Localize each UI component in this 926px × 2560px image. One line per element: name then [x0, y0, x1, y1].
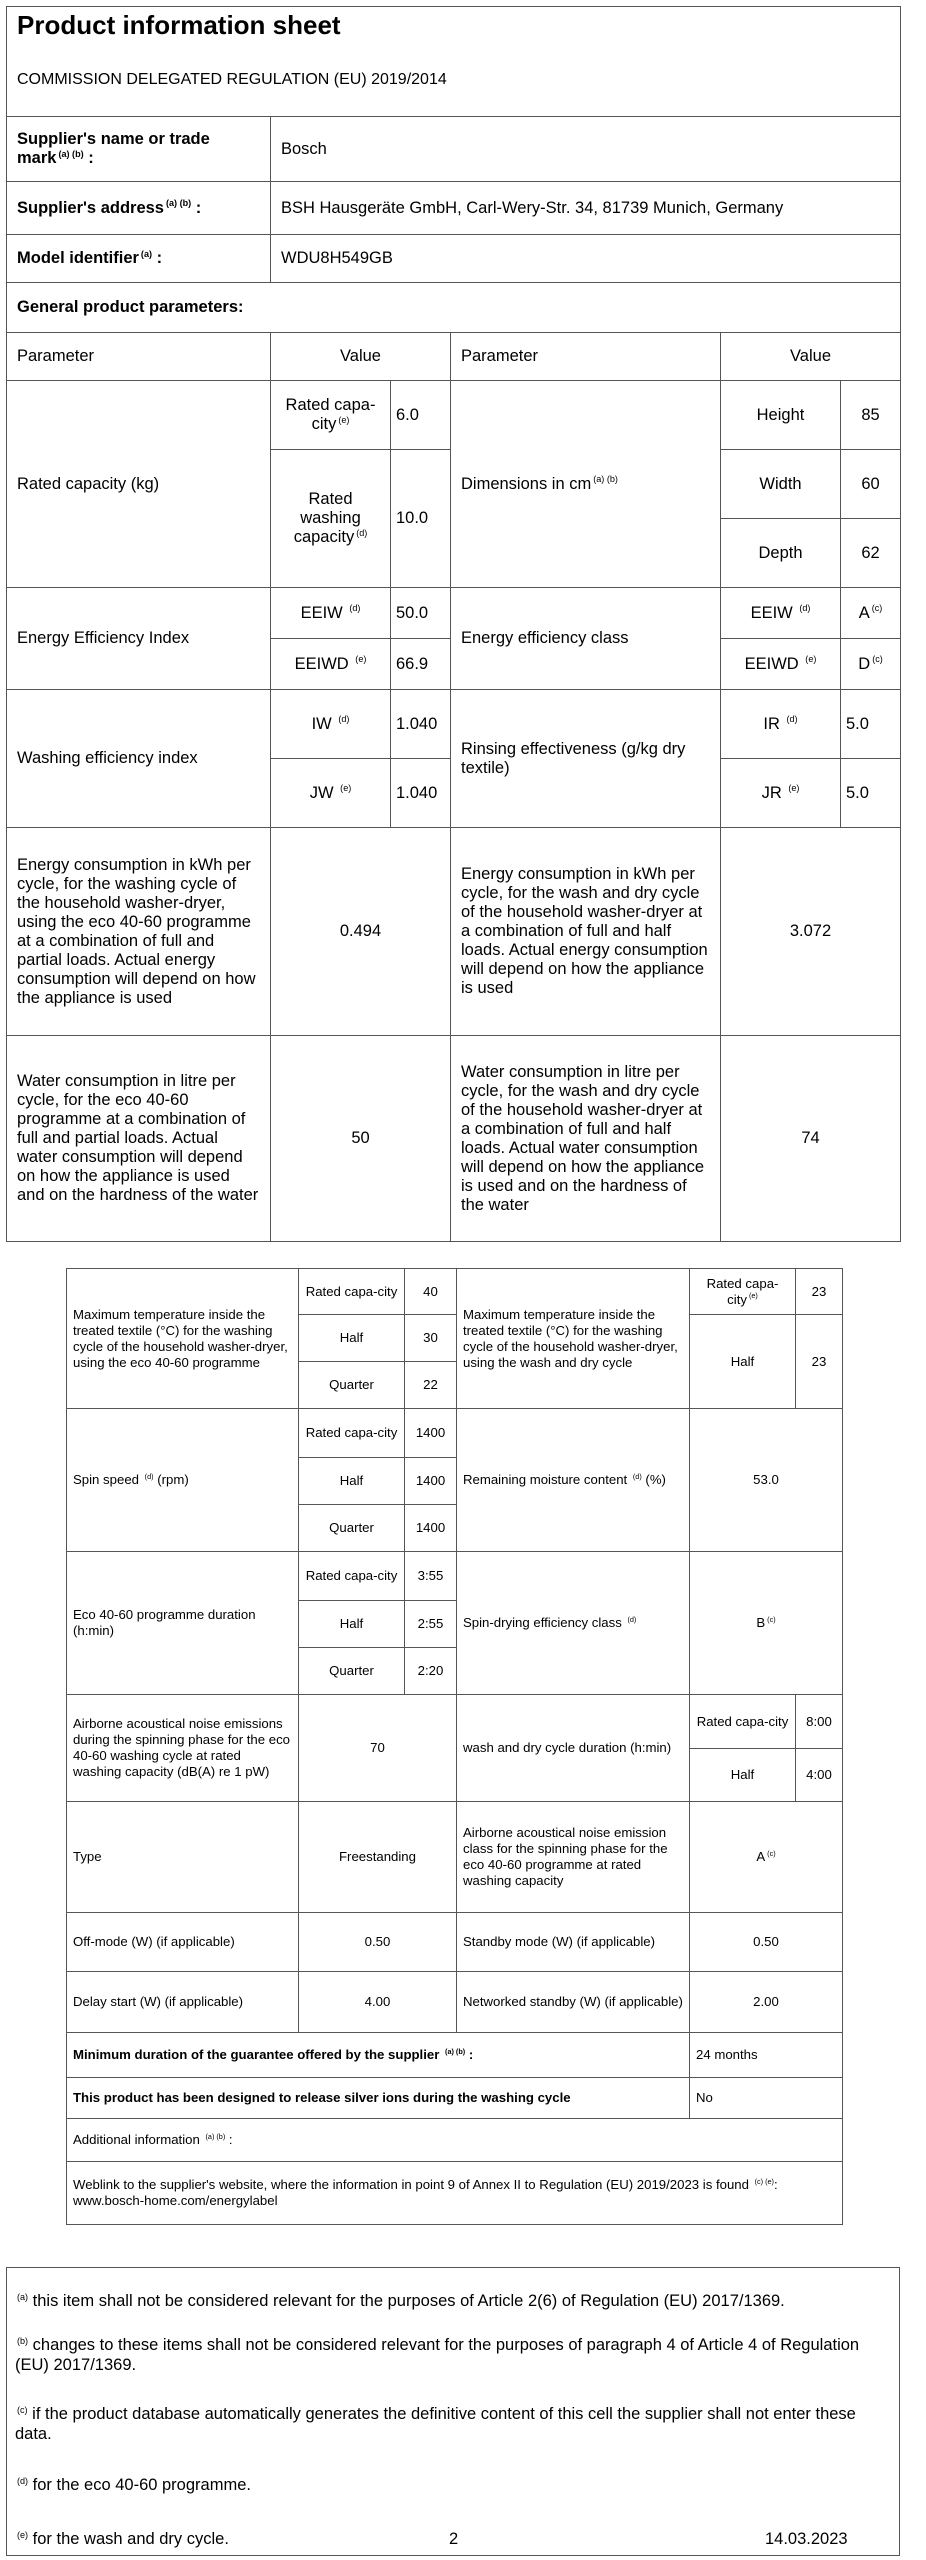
delay-start-label: Delay start (W) (if applicable)	[67, 1972, 299, 2033]
sheet-title: Product information sheet	[7, 7, 901, 44]
max-temperature-wash-label: Maximum temperature inside the treated textile (°C) for the washing cycle of the household washer-dryer, using the eco 40-60 programme	[67, 1269, 299, 1409]
energy-consumption-wash-label: Energy consumption in kWh per cycle, for the washing cycle of the household washer-dryer, using the eco 40-60 programme at a combination of full and partial loads. Actual energy consumption will depend on how the appliance is used	[7, 828, 271, 1036]
duration-rated-value: 3:55	[405, 1552, 457, 1601]
model-identifier-label: Model identifier $^{(a)}$ :	[7, 235, 271, 283]
rinsing-effectiveness-label: Rinsing effectiveness (g/kg dry textile)	[451, 690, 721, 828]
eeiw-value: 50.0	[391, 588, 451, 639]
col-header-value: Value	[271, 333, 451, 381]
temp-quarter-label: Quarter	[299, 1362, 405, 1409]
washdry-half-label: Half	[690, 1749, 796, 1802]
supplier-name-value: Bosch	[271, 117, 901, 182]
supplier-name-label: Supplier's name or trade mark $^{(a) (b)}$ :	[7, 117, 271, 182]
temp-wd-rated-label: Rated capa-city $^{(e)}$	[690, 1269, 796, 1315]
temp-quarter-value: 22	[405, 1362, 457, 1409]
width-label: Width	[721, 450, 841, 519]
remaining-moisture-label: Remaining moisture content $^{(d)}$ (%)	[457, 1409, 690, 1552]
duration-quarter-label: Quarter	[299, 1648, 405, 1695]
general-parameters-heading: General product parameters:	[7, 283, 901, 333]
temp-rated-label: Rated capa-city	[299, 1269, 405, 1315]
type-label: Type	[67, 1802, 299, 1913]
regulation-reference: COMMISSION DELEGATED REGULATION (EU) 2019/2014	[7, 44, 901, 117]
standby-mode-value: 0.50	[690, 1913, 843, 1972]
eeiwd-class-value: D $^{(c)}$	[841, 639, 901, 690]
detailed-parameters-table	[66, 1268, 843, 2225]
temp-wd-rated-value: 23	[796, 1269, 843, 1315]
spin-speed-label: Spin speed $^{(d)}$ (rpm)	[67, 1409, 299, 1552]
rated-capacity-value: 6.0	[391, 381, 451, 450]
eeiwd-class-label: EEIWD $^{(e)}$	[721, 639, 841, 690]
remaining-moisture-value: 53.0	[690, 1409, 843, 1552]
dimensions-label: Dimensions in cm $^{(a) (b)}$	[451, 381, 721, 588]
noise-emission-value: 70	[299, 1695, 457, 1802]
energy-efficiency-index-label: Energy Efficiency Index	[7, 588, 271, 690]
water-consumption-wash-label: Water consumption in litre per cycle, for the eco 40-60 programme at a combination of full and partial loads. Actual water consumption will depend on how the appliance is used and on the hardness of the water	[7, 1036, 271, 1242]
footnote-b: $^{(b)}$ changes to these items shall not be considered relevant for the purposes of paragraph 4 of Article 4 of Regulation (EU) 2017/1369.	[15, 2335, 860, 2374]
supplier-address-label: Supplier's address $^{(a) (b)}$ :	[7, 182, 271, 235]
rated-capacity-sublabel: Rated capa-city $^{(e)}$	[271, 381, 391, 450]
footnote-e: $^{(e)}$ for the wash and dry cycle.	[17, 2529, 229, 2548]
rated-washing-capacity-value: 10.0	[391, 450, 451, 588]
silver-ions-value: No	[690, 2078, 843, 2119]
jr-label: JR $^{(e)}$	[721, 759, 841, 828]
temp-half-value: 30	[405, 1315, 457, 1362]
networked-standby-value: 2.00	[690, 1972, 843, 2033]
jw-value: 1.040	[391, 759, 451, 828]
temp-rated-value: 40	[405, 1269, 457, 1315]
networked-standby-label: Networked standby (W) (if applicable)	[457, 1972, 690, 2033]
jr-value: 5.0	[841, 759, 901, 828]
washdry-duration-label: wash and dry cycle duration (h:min)	[457, 1695, 690, 1802]
spin-half-value: 1400	[405, 1458, 457, 1505]
spin-half-label: Half	[299, 1458, 405, 1505]
eeiw-class-value: A $^{(c)}$	[841, 588, 901, 639]
washing-efficiency-label: Washing efficiency index	[7, 690, 271, 828]
supplier-address-value: BSH Hausgeräte GmbH, Carl-Wery-Str. 34, 81739 Munich, Germany	[271, 182, 901, 235]
jw-label: JW $^{(e)}$	[271, 759, 391, 828]
spin-drying-class-value: B $^{(c)}$	[690, 1552, 843, 1695]
duration-half-label: Half	[299, 1601, 405, 1648]
energy-consumption-washdry-value: 3.072	[721, 828, 901, 1036]
duration-half-value: 2:55	[405, 1601, 457, 1648]
temp-half-label: Half	[299, 1315, 405, 1362]
footnote-a: $^{(a)}$ this item shall not be considered relevant for the purposes of Article 2(6) of Regulation (EU) 2017/1369.	[17, 2291, 785, 2310]
max-temperature-washdry-label: Maximum temperature inside the treated textile (°C) for the washing cycle of the household washer-dryer, using the wash and dry cycle	[457, 1269, 690, 1409]
general-parameters-table	[6, 6, 901, 1242]
temp-wd-half-value: 23	[796, 1315, 843, 1409]
washdry-rated-value: 8:00	[796, 1695, 843, 1749]
weblink-url[interactable]: www.bosch-home.com/energylabel	[73, 2193, 278, 2208]
height-label: Height	[721, 381, 841, 450]
water-consumption-wash-value: 50	[271, 1036, 451, 1242]
eeiwd-label: EEIWD $^{(e)}$	[271, 639, 391, 690]
water-consumption-washdry-label: Water consumption in litre per cycle, for the wash and dry cycle of the household washer-dryer at a combination of full and half loads. Actual water consumption will depend on how the appliance is used and on the hardness of the water	[451, 1036, 721, 1242]
temp-wd-half-label: Half	[690, 1315, 796, 1409]
page-number: 2	[449, 2530, 459, 2548]
iw-value: 1.040	[391, 690, 451, 759]
programme-duration-label: Eco 40-60 programme duration (h:min)	[67, 1552, 299, 1695]
iw-label: IW $^{(d)}$	[271, 690, 391, 759]
energy-consumption-wash-value: 0.494	[271, 828, 451, 1036]
silver-ions-label: This product has been designed to release silver ions during the washing cycle	[67, 2078, 690, 2119]
depth-label: Depth	[721, 519, 841, 588]
energy-consumption-washdry-label: Energy consumption in kWh per cycle, for the wash and dry cycle of the household washer-dryer at a combination of full and half loads. Actual energy consumption will depend on how the appliance is used	[451, 828, 721, 1036]
guarantee-label: Minimum duration of the guarantee offered by the supplier $^{(a) (b)}$ :	[67, 2033, 690, 2078]
rated-capacity-label: Rated capacity (kg)	[7, 381, 271, 588]
page-date: 14.03.2023	[765, 2530, 848, 2548]
noise-class-label: Airborne acoustical noise emission class for the spinning phase for the eco 40-60 programme at rated washing capacity	[457, 1802, 690, 1913]
eeiw-label: EEIW $^{(d)}$	[271, 588, 391, 639]
duration-quarter-value: 2:20	[405, 1648, 457, 1695]
col-header-parameter: Parameter	[7, 333, 271, 381]
noise-emission-label: Airborne acoustical noise emissions during the spinning phase for the eco 40-60 washing cycle at rated washing capacity (dB(A) re 1 pW)	[67, 1695, 299, 1802]
standby-mode-label: Standby mode (W) (if applicable)	[457, 1913, 690, 1972]
energy-efficiency-class-label: Energy efficiency class	[451, 588, 721, 690]
model-identifier-value: WDU8H549GB	[271, 235, 901, 283]
washdry-half-value: 4:00	[796, 1749, 843, 1802]
rated-washing-capacity-label: Rated washing capacity $^{(d)}$	[271, 450, 391, 588]
weblink-text: Weblink to the supplier's website, where the information in point 9 of Annex II to Regulation (EU) 2019/2023 is found $^{(c) (e)}$: www.bosch-home.com/energylabel	[67, 2162, 843, 2225]
col-header-value: Value	[721, 333, 901, 381]
width-value: 60	[841, 450, 901, 519]
footnote-d: $^{(d)}$ for the eco 40-60 programme.	[17, 2475, 251, 2494]
depth-value: 62	[841, 519, 901, 588]
duration-rated-label: Rated capa-city	[299, 1552, 405, 1601]
guarantee-value: 24 months	[690, 2033, 843, 2078]
noise-class-value: A $^{(c)}$	[690, 1802, 843, 1913]
eeiwd-value: 66.9	[391, 639, 451, 690]
off-mode-label: Off-mode (W) (if applicable)	[67, 1913, 299, 1972]
spin-rated-value: 1400	[405, 1409, 457, 1458]
eeiw-class-label: EEIW $^{(d)}$	[721, 588, 841, 639]
spin-drying-class-label: Spin-drying efficiency class $^{(d)}$	[457, 1552, 690, 1695]
spin-quarter-label: Quarter	[299, 1505, 405, 1552]
spin-quarter-value: 1400	[405, 1505, 457, 1552]
off-mode-value: 0.50	[299, 1913, 457, 1972]
washdry-rated-label: Rated capa-city	[690, 1695, 796, 1749]
ir-value: 5.0	[841, 690, 901, 759]
spin-rated-label: Rated capa-city	[299, 1409, 405, 1458]
col-header-parameter: Parameter	[451, 333, 721, 381]
footnote-c: $^{(c)}$ if the product database automatically generates the definitive content of this cell the supplier shall not enter these data.	[15, 2404, 856, 2443]
delay-start-value: 4.00	[299, 1972, 457, 2033]
footnotes-box	[6, 2267, 900, 2556]
additional-information-label: Additional information $^{(a) (b)}$ :	[67, 2119, 843, 2162]
type-value: Freestanding	[299, 1802, 457, 1913]
water-consumption-washdry-value: 74	[721, 1036, 901, 1242]
height-value: 85	[841, 381, 901, 450]
ir-label: IR $^{(d)}$	[721, 690, 841, 759]
